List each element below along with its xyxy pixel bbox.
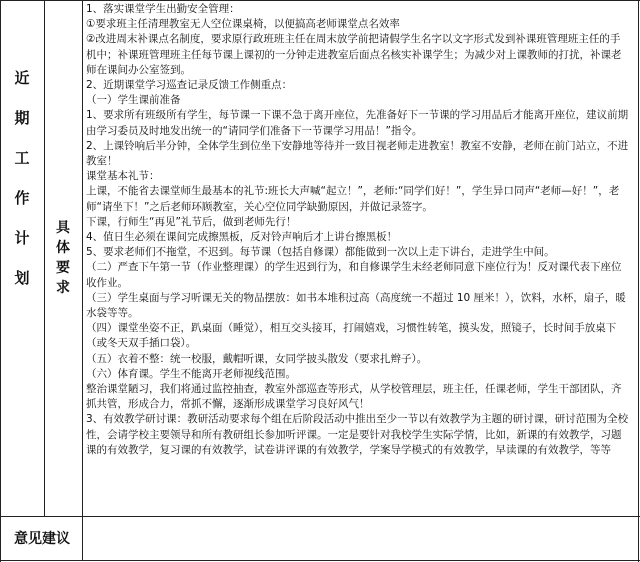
subsection-label-char: 具 [56,220,70,236]
content-line: 2、上课铃响后半分钟，全体学生到位坐下安静地等待并一致目视老师走进教室！教室不安静，老师在前门站立，不进教室！ [86,139,629,168]
subsection-label-char: 体 [56,240,70,256]
content-line: 整治课堂陋习，我们将通过监控抽查，教室外部巡查等形式，从学校管理层，班主任，任课老师，学生干部团队，齐抓共管，形成合力，常抓不懈，逐渐形成课堂学习良好风气！ [86,383,622,411]
requirements-content [86,2,630,512]
content-line: （一）学生课前准备 [86,94,181,107]
footer-label-suggestions: 意见建议 [14,531,70,547]
content-line: 4、值日生必须在课间完成擦黑板，反对铃声响后才上讲台擦黑板！ [86,231,398,244]
content-line: 5、要求老师们不拖堂，不迟到。每节课（包括自修课）都能做到一次以上走下讲台，走进学生中间。 [86,246,555,259]
content-line: （三）学生桌面与学习听课无关的物品摆放：如书本堆积过高（高度统一不超过 10 厘米！），饮料，水杯，扇子，暖水袋等等。 [86,291,626,320]
section-label-char: 期 [14,109,30,127]
content-line: 3、有效教学研讨课：教研活动要求每个组在后阶段活动中推出至少一节以有效教学为主题的研讨课，研讨范围为全校性，会请学校主要领导和所有教研组长参加听评课。一定是要针对我校学生实际学情，比如，新课的有效教学，习题课的有效教学，复习课的有效教学，试卷讲评课的有效教学，学案导学模式的有效教学，早读课的有效教学，等等 [86,413,629,456]
content-line: ①要求班主任清理教室无人空位课桌椅，以便搞高老师课堂点名效率 [86,18,400,31]
section-label-char: 计 [14,229,30,247]
subsection-label-char: 要 [56,260,70,276]
subsection-label-char: 求 [56,280,70,296]
section-label-char: 工 [14,149,30,167]
content-line: 2、近期课堂学习巡查记录反馈工作侧重点： [86,79,293,92]
section-label-char: 近 [14,69,30,87]
table-border-right [638,0,639,562]
column-divider-2 [82,0,83,561]
table-border-top [0,0,640,1]
content-line: （五）衣着不整：统一校服，戴帽听课，女同学披头散发（要求扎辫子）。 [86,352,428,365]
content-line: 1、要求所有班级所有学生，每节课一下课不急于离开座位，先准备好下一节课的学习用品后才能离开座位，建议前期由学习委员及时地发出统一的“请同学们准备下一节课学习用品！”指令。 [86,109,629,137]
content-line: （六）体育课。学生不能离开老师视线范围。 [86,367,296,380]
content-line: 下课，行师生“再见”礼节后，做到老师先行！ [86,215,297,228]
table-border-bottom [0,560,640,561]
section-label-char: 划 [14,269,30,287]
content-line: （二）严查下午第一节（作业整理课）的学生迟到行为，和自修课学生未经老师同意下座位行为！反对课代表下座位收作业。 [86,261,622,289]
content-line: 课堂基本礼节： [86,170,160,183]
content-line: （四）课堂坐姿不正，趴桌面（睡觉），相互交头接耳，打闹嬉戏，习惯性转笔，摸头发，照镜子，长时间手放桌下（或冬天双手插口袋）。 [86,322,617,350]
section-label-char: 作 [14,189,30,207]
content-line: ②改进周末补课点名制度，要求原行政班班主任在周末放学前把请假学生名字以文字形式发到补课班管理班主任的手机中；补课班管理班主任每节课上课初的一分钟走进教室后面点名核实补课学生；为减少对上课教师的打扰，补课老师在课间办公室签到。 [86,33,622,76]
row-divider-footer [0,516,640,517]
suggestions-input-area[interactable] [84,518,636,558]
content-line: 上课，不能省去课堂师生最基本的礼节:班长大声喊“起立！”，老师:“同学们好！”，学生异口同声“老师—好！”，老师“请坐下！”之后老师环顾教室，关心空位同学缺勤原因，并做记录签字。 [86,185,620,213]
content-line: 1、落实课堂学生出勤安全管理： [86,3,240,15]
